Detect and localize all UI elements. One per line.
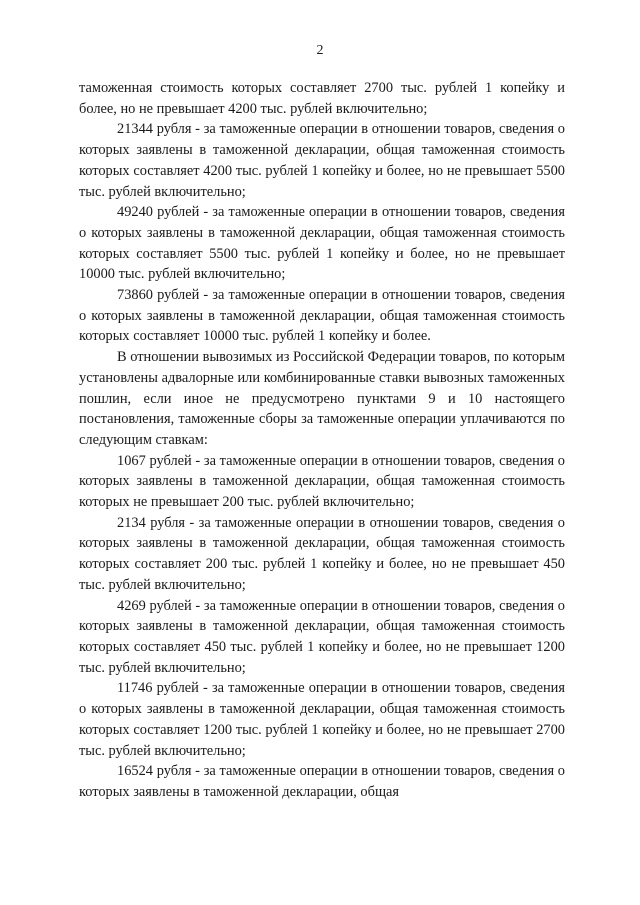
paragraph-rate-73860: 73860 рублей - за таможенные операции в отношении товаров, сведения о которых заявлены в таможенной декларации, общая таможенная стоимость которых составляет 10000 тыс. рублей 1 копейку и более. bbox=[79, 287, 565, 345]
page-number: 2 bbox=[316, 43, 324, 58]
paragraph-rate-2134: 2134 рубля - за таможенные операции в отношении товаров, сведения о которых заявлены в таможенной декларации, общая таможенная стоимость которых составляет 200 тыс. рублей 1 копейку и более, но не превышает 450 тыс. рублей включительно; bbox=[79, 514, 565, 593]
paragraph-rate-4269: 4269 рублей - за таможенные операции в отношении товаров, сведения о которых заявлены в таможенной декларации, общая таможенная стоимость которых составляет 450 тыс. рублей 1 копейку и более, но не превышает 1200 тыс. рублей включительно; bbox=[79, 597, 565, 676]
paragraph-rate-16524: 16524 рубля - за таможенные операции в отношении товаров, сведения о которых заявлены в таможенной декларации, общая bbox=[79, 763, 565, 800]
paragraph-export-intro: В отношении вывозимых из Российской Федерации товаров, по которым установлены адвалорные или комбинированные ставки вывозных таможенных пошлин, если иное не предусмотрено пунктами 9 и 10 настоящего постановления, таможенные сборы за таможенные операции уплачиваются по следующим ставкам: bbox=[79, 349, 565, 448]
paragraph-rate-1067: 1067 рублей - за таможенные операции в отношении товаров, сведения о которых заявлены в таможенной декларации, общая таможенная стоимость которых не превышает 200 тыс. рублей включительно; bbox=[79, 452, 565, 511]
paragraph-rate-11746: 11746 рублей - за таможенные операции в отношении товаров, сведения о которых заявлены в таможенной декларации, общая таможенная стоимость которых составляет 1200 тыс. рублей 1 копейку и более, но не превышает 2700 тыс. рублей включительно; bbox=[79, 680, 565, 759]
paragraph-rate-21344: 21344 рубля - за таможенные операции в отношении товаров, сведения о которых заявлены в таможенной декларации, общая таможенная стоимость которых составляет 4200 тыс. рублей 1 копейку и более, но не превышает 5500 тыс. рублей включительно; bbox=[79, 121, 565, 200]
paragraph-rate-49240: 49240 рублей - за таможенные операции в отношении товаров, сведения о которых заявлены в таможенной декларации, общая таможенная стоимость которых составляет 5500 тыс. рублей 1 копейку и более, но не превышает 10000 тыс. рублей включительно; bbox=[79, 204, 565, 283]
paragraph-continuation: таможенная стоимость которых составляет 2700 тыс. рублей 1 копейку и более, но не превышает 4200 тыс. рублей включительно; bbox=[79, 80, 565, 117]
document-body bbox=[79, 78, 565, 803]
